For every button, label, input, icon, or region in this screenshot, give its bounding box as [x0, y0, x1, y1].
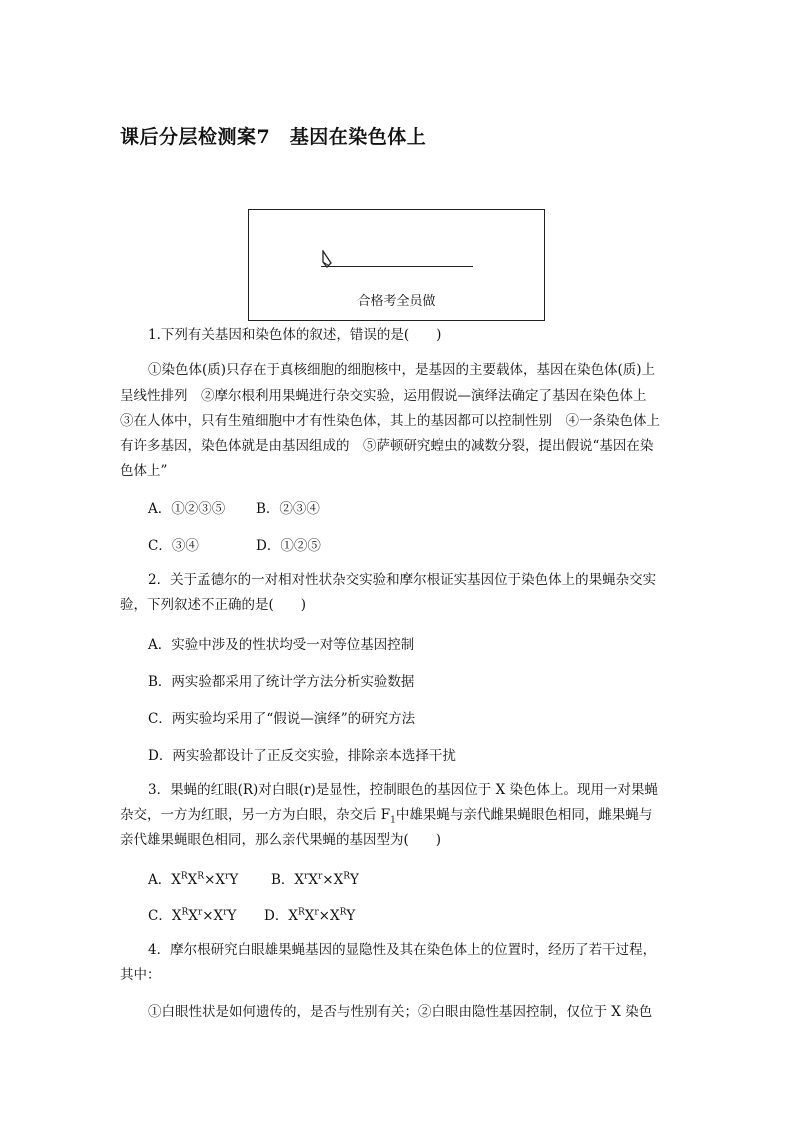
- q3-line-2: 杂交，一方为红眼，另一方为白眼，杂交后 $F_1$中雄果蝇与亲代雌果蝇眼色相同，雌果蝇与: [120, 807, 653, 826]
- q1-line-1: ①染色体(质)只存在于真核细胞的细胞核中，是基因的主要载体，基因在染色体(质)上: [148, 362, 656, 378]
- q1-stem: 1.下列有关基因和染色体的叙述，错误的是( ): [148, 327, 442, 343]
- q3-line-1: 3．果蝇的红眼(R)对白眼(r)是显性，控制眼色的基因位于 X 染色体上。现用一对果蝇: [148, 782, 658, 798]
- q1-line-3: ③在人体中，只有生殖细胞中才有性染色体，其上的基因都可以控制性别 ④一条染色体上: [120, 413, 660, 429]
- q3-line-3: 亲代雄果蝇眼色相同，那么亲代果蝇的基因型为( ): [120, 832, 442, 848]
- q2-option-a[interactable]: A．实验中涉及的性状均受一对等位基因控制: [148, 637, 415, 653]
- q2-option-c[interactable]: C．两实验均采用了“假说—演绎”的研究方法: [148, 711, 416, 727]
- q3-option-a[interactable]: A．$X^RX^R\times X^rY$: [148, 871, 239, 888]
- q1-option-b[interactable]: B．②③④: [256, 501, 320, 517]
- box-label: 合格考全员做: [357, 294, 436, 309]
- q2-stem-1: 2．关于孟德尔的一对相对性状杂交实验和摩尔根证实基因位于染色体上的果蝇杂交实: [148, 572, 657, 588]
- q4-line-2: 其中：: [120, 967, 161, 983]
- q4-line-1: 4．摩尔根研究白眼雄果蝇基因的显隐性及其在染色体上的位置时，经历了若干过程，: [148, 942, 657, 958]
- section-box: [248, 209, 545, 321]
- q1-line-4: 有许多基因，染色体就是由基因组成的 ⑤萨顿研究蝗虫的减数分裂，提出假说“基因在染: [120, 438, 654, 454]
- q1-option-d[interactable]: D．①②⑤: [256, 538, 321, 554]
- q1-option-c[interactable]: C．③④: [148, 538, 199, 554]
- q3-option-d[interactable]: D．$X^RX^r\times X^RY$: [264, 907, 356, 924]
- q2-stem-2: 验，下列叙述不正确的是( ): [120, 597, 307, 613]
- page-title: 课后分层检测案7 基因在染色体上: [120, 126, 427, 148]
- q1-option-a[interactable]: A．①②③⑤: [148, 501, 226, 517]
- q1-line-5: 色体上”: [120, 463, 168, 479]
- writing-line: [321, 266, 473, 267]
- q4-line-3: ①白眼性状是如何遗传的，是否与性别有关；②白眼由隐性基因控制，仅位于 X 染色: [148, 1004, 653, 1020]
- q1-line-2: 呈线性排列 ②摩尔根利用果蝇进行杂交实验，运用假说—演绎法确定了基因在染色体上: [120, 388, 647, 404]
- q3-option-b[interactable]: B．$X^rX^r\times X^RY$: [271, 871, 359, 888]
- q2-option-b[interactable]: B．两实验都采用了统计学方法分析实验数据: [148, 674, 415, 690]
- q3-option-c[interactable]: C．$X^RX^r\times X^rY$: [148, 907, 237, 924]
- q2-option-d[interactable]: D．两实验都设计了正反交实验，排除亲本选择干扰: [148, 748, 456, 764]
